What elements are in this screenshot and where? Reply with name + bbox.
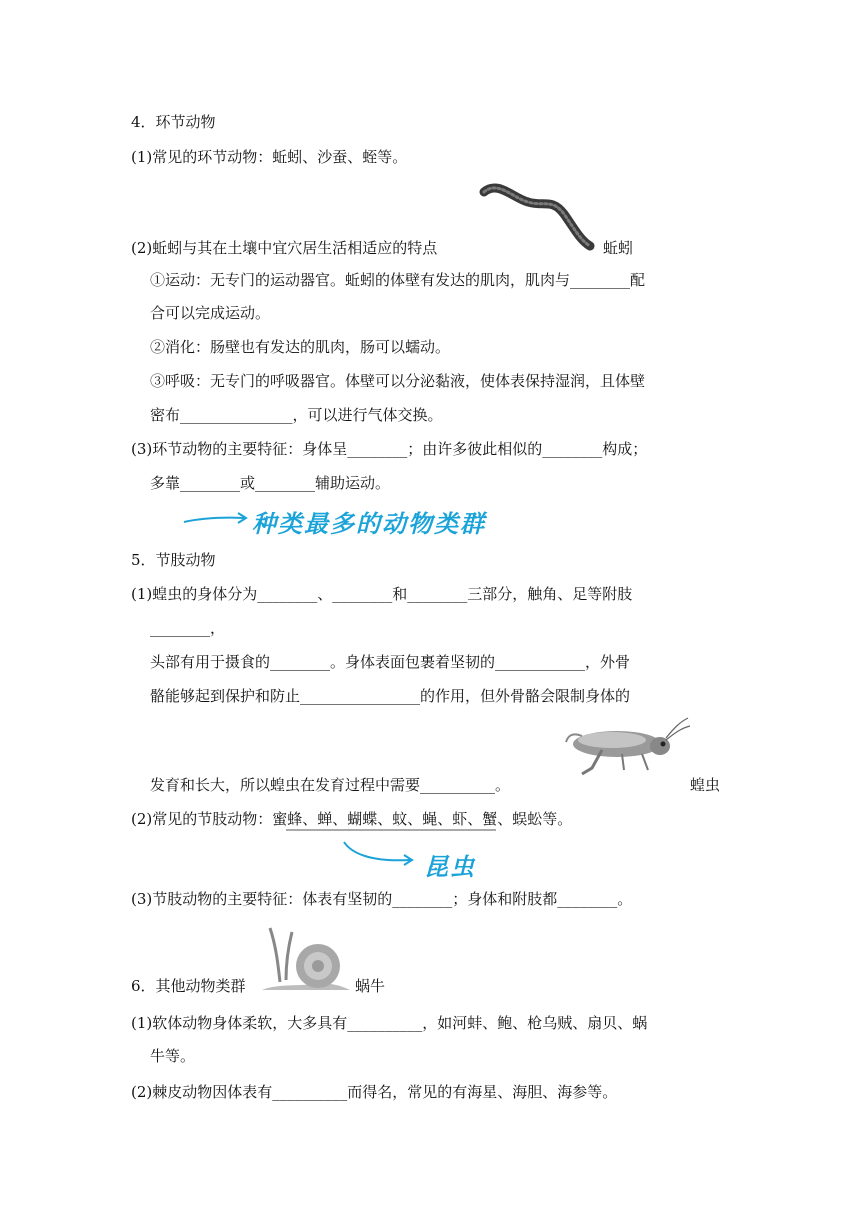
section4-p3-2: 多靠________或________辅助运动。: [150, 474, 391, 492]
section4-title: 4．环节动物: [131, 113, 216, 131]
earthworm-image: [478, 180, 598, 255]
section4-p2-c2: 密布_______________，可以进行气体交换。: [150, 406, 443, 424]
insect-underline: [286, 828, 496, 832]
arrow-icon: [182, 512, 250, 528]
snail-caption: 蜗牛: [355, 977, 386, 995]
banner-most-species: 种类最多的动物类群: [252, 510, 486, 538]
section4-p2: (2)蚯蚓与其在土壤中宜穴居生活相适应的特点: [131, 239, 438, 257]
earthworm-caption: 蚯蚓: [603, 239, 634, 257]
banner-insects: 昆虫: [424, 853, 476, 881]
section6-p1-1: (1)软体动物身体柔软，大多具有__________，如河蚌、鲍、枪乌贼、扇贝、蜗: [131, 1014, 648, 1032]
arrow-icon: [342, 840, 422, 866]
section4-p2-a1: ①运动：无专门的运动器官。蚯蚓的体壁有发达的肌肉，肌肉与________配: [150, 271, 646, 289]
section6-p1-2: 牛等。: [150, 1047, 196, 1065]
section5-p2: (2)常见的节肢动物：蜜蜂、蝉、蝴蝶、蚊、蝇、虾、蟹、蜈蚣等。: [131, 810, 573, 828]
section6-title: 6．其他动物类群: [131, 977, 246, 995]
section5-p1-4: 骼能够起到保护和防止________________的作用，但外骨骼会限制身体的: [150, 687, 631, 705]
locust-image: [562, 716, 692, 778]
section4-p2-c1: ③呼吸：无专门的呼吸器官。体壁可以分泌黏液，使体表保持湿润，且体壁: [150, 372, 646, 390]
section6-p2: (2)棘皮动物因体表有__________而得名，常见的有海星、海胆、海参等。: [131, 1083, 618, 1101]
section5-p1-3: 头部有用于摄食的________。身体表面包裹着坚韧的____________，外骨: [150, 653, 631, 671]
section5-p1-5: 发育和长大，所以蝗虫在发育过程中需要__________。: [150, 776, 511, 794]
section4-p3-1: (3)环节动物的主要特征：身体呈________；由许多彼此相似的________构成；: [131, 440, 648, 458]
section5-p1-1: (1)蝗虫的身体分为________、________和________三部分，触角、足等附肢: [131, 585, 633, 603]
section5-p1-2: ________，: [150, 619, 226, 637]
snail-image: [256, 924, 352, 994]
section5-title: 5．节肢动物: [131, 551, 216, 569]
section5-p3: (3)节肢动物的主要特征：体表有坚韧的________；身体和附肢都________。: [131, 890, 633, 908]
section4-p2-a2: 合可以完成运动。: [150, 304, 271, 322]
locust-caption: 蝗虫: [690, 776, 721, 794]
section4-p2-b: ②消化：肠壁也有发达的肌肉，肠可以蠕动。: [150, 338, 451, 356]
section4-p1: (1)常见的环节动物：蚯蚓、沙蚕、蛭等。: [131, 148, 408, 166]
